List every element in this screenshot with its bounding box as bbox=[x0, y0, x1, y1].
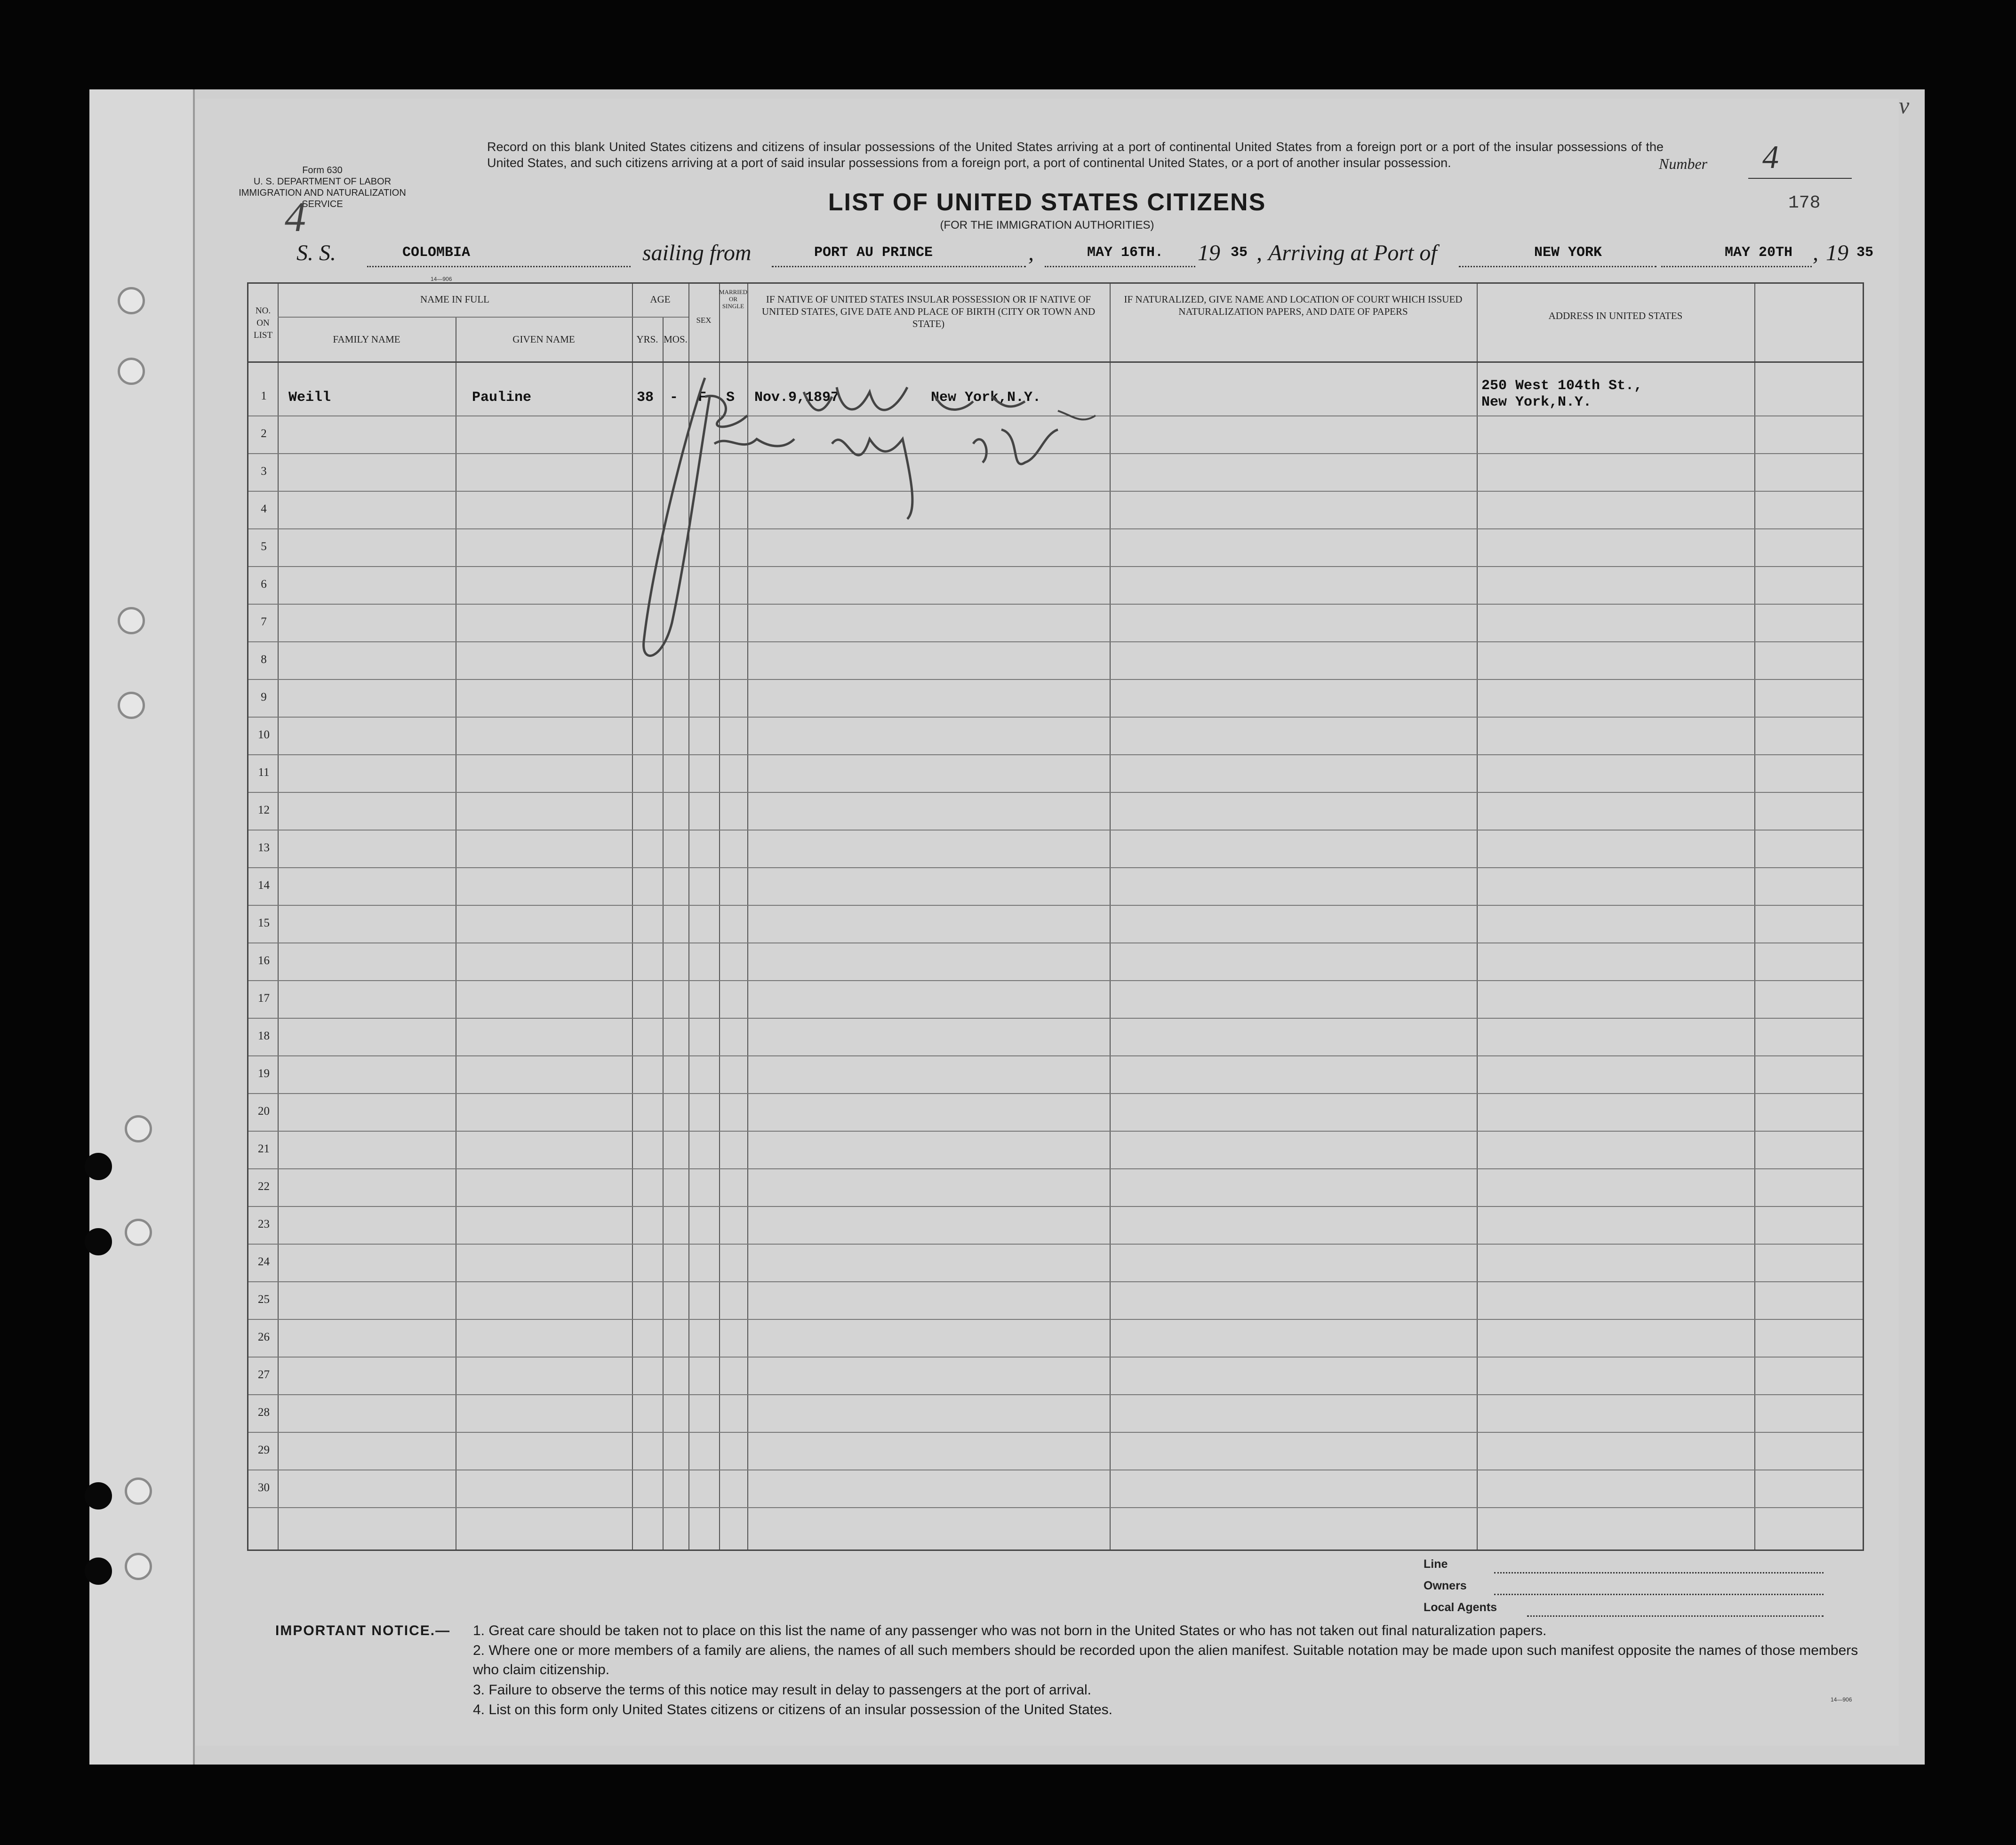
row-line bbox=[248, 792, 1863, 793]
form-code-bottom: 14—906 bbox=[1831, 1696, 1852, 1703]
row-number: 24 bbox=[258, 1255, 270, 1268]
footer-fields bbox=[1424, 1557, 1824, 1622]
row-number: 1 bbox=[261, 390, 267, 402]
sailing-label: sailing from bbox=[642, 240, 752, 265]
row-number: 21 bbox=[258, 1142, 270, 1155]
row-number: 10 bbox=[258, 728, 270, 741]
arrival-year: 35 bbox=[1856, 245, 1874, 261]
row-number: 7 bbox=[261, 615, 267, 628]
entry-age-mos: - bbox=[670, 390, 679, 406]
row-number: 15 bbox=[258, 917, 270, 929]
punch-hole bbox=[85, 1482, 112, 1510]
arriving-label: Arriving at Port of bbox=[1268, 240, 1437, 265]
handwritten-signature bbox=[634, 359, 1152, 688]
entry-given-name: Pauline bbox=[472, 390, 532, 406]
manifest-sheet bbox=[195, 92, 1910, 1746]
notice-item-1: 1. Great care should be taken not to place on this list the name of any passenger who was not born in the United States or who has not taken out final naturalization papers. bbox=[473, 1623, 1547, 1638]
row-line bbox=[248, 754, 1863, 755]
row-number: 12 bbox=[258, 804, 270, 816]
header-name-in-full: NAME IN FULL bbox=[420, 294, 489, 305]
number-label: Number bbox=[1659, 155, 1708, 172]
notice-item-2: 2. Where one or more members of a family are aliens, the names of all such members should be recorded upon the alien manifest. Suitable notation may be made upon such manifest opposite the names of those members who claim citizenship. bbox=[473, 1643, 1858, 1677]
entry-address-line2: New York,N.Y. bbox=[1481, 394, 1592, 410]
row-line bbox=[248, 1432, 1863, 1433]
arrival-date-dotline bbox=[1661, 266, 1812, 267]
row-number: 13 bbox=[258, 841, 270, 854]
departure-year: 35 bbox=[1231, 245, 1248, 261]
column-divider bbox=[1477, 284, 1478, 1549]
column-divider bbox=[278, 284, 279, 1549]
header-no-on-list: NO. ON LIST bbox=[253, 306, 273, 340]
entry-family-name: Weill bbox=[288, 390, 331, 406]
punch-hole bbox=[125, 1478, 152, 1505]
header-married-or-single: MARRIED OR SINGLE bbox=[719, 288, 747, 310]
row-line bbox=[248, 1357, 1863, 1358]
form-number: Form 630 bbox=[302, 165, 343, 176]
punch-hole bbox=[118, 692, 145, 719]
binding-strip bbox=[89, 89, 195, 1765]
row-number: 20 bbox=[258, 1105, 270, 1118]
row-number: 28 bbox=[258, 1406, 270, 1419]
number-underline bbox=[1748, 178, 1852, 179]
row-line bbox=[248, 1206, 1863, 1207]
row-number: 17 bbox=[258, 992, 270, 1005]
row-number: 26 bbox=[258, 1331, 270, 1343]
punch-hole bbox=[85, 1228, 112, 1255]
row-line bbox=[248, 1055, 1863, 1056]
row-number: 8 bbox=[261, 653, 267, 666]
row-line bbox=[248, 1018, 1863, 1019]
row-line bbox=[248, 1244, 1863, 1245]
row-number: 9 bbox=[261, 691, 267, 703]
line-field bbox=[1424, 1557, 1824, 1579]
form-code-top: 14—906 bbox=[431, 276, 452, 282]
agents-label: Local Agents bbox=[1424, 1601, 1497, 1614]
row-number: 5 bbox=[261, 540, 267, 553]
header-address: ADDRESS IN UNITED STATES bbox=[1548, 310, 1683, 321]
ship-name: COLOMBIA bbox=[402, 245, 471, 261]
row-line bbox=[248, 1394, 1863, 1395]
header-sex: SEX bbox=[696, 316, 712, 325]
header-family-name: FAMILY NAME bbox=[333, 334, 400, 345]
handwritten-number: 4 bbox=[285, 194, 306, 240]
header-mos: MOS. bbox=[664, 334, 688, 345]
form-id-block bbox=[238, 165, 407, 210]
page-number: 178 bbox=[1788, 193, 1821, 213]
punch-hole bbox=[125, 1115, 152, 1142]
corner-handmark: v bbox=[1899, 92, 1910, 119]
arrival-port-dotline bbox=[1459, 266, 1656, 267]
column-divider bbox=[1754, 284, 1755, 1549]
row-number: 19 bbox=[258, 1067, 270, 1080]
arrival-year-prefix: 19 bbox=[1826, 240, 1848, 265]
header-given-name: GIVEN NAME bbox=[512, 334, 575, 345]
punch-hole bbox=[125, 1553, 152, 1580]
entry-birth-place: New York,N.Y. bbox=[931, 390, 1041, 406]
service-name: IMMIGRATION AND NATURALIZATION SERVICE bbox=[239, 188, 406, 209]
header-subline bbox=[278, 317, 688, 318]
row-number: 25 bbox=[258, 1293, 270, 1306]
date-dotline bbox=[1045, 266, 1195, 267]
row-line bbox=[248, 1131, 1863, 1132]
notice-title: IMPORTANT NOTICE.— bbox=[275, 1623, 451, 1638]
document-title: LIST OF UNITED STATES CITIZENS bbox=[828, 189, 1266, 216]
row-line bbox=[248, 717, 1863, 718]
punch-hole bbox=[125, 1219, 152, 1246]
row-line bbox=[248, 942, 1863, 943]
list-number bbox=[1659, 139, 1856, 184]
row-line bbox=[248, 980, 1863, 981]
row-line bbox=[248, 1168, 1863, 1169]
row-number: 27 bbox=[258, 1368, 270, 1381]
voyage-line: S. S. COLOMBIA sailing from PORT AU PRINCE , MAY 16TH. 19 35 , Arriving at Port of NEW YORK MAY 20TH , 19 35 bbox=[296, 240, 1878, 273]
line-label: Line bbox=[1424, 1557, 1448, 1571]
header-yrs: YRS. bbox=[636, 334, 658, 345]
row-line bbox=[248, 1319, 1863, 1320]
row-number: 2 bbox=[261, 427, 267, 440]
notice-item-3: 3. Failure to observe the terms of this notice may result in delay to passengers at the port of arrival. bbox=[473, 1682, 1091, 1698]
row-number: 22 bbox=[258, 1180, 270, 1193]
owners-field bbox=[1424, 1579, 1824, 1601]
document-subtitle: (FOR THE IMMIGRATION AUTHORITIES) bbox=[940, 219, 1154, 232]
port-dotline bbox=[772, 266, 1026, 267]
notice-item-4: 4. List on this form only United States citizens or citizens of an insular possession of the United States. bbox=[473, 1702, 1113, 1717]
header-age: AGE bbox=[650, 294, 671, 305]
row-number: 3 bbox=[261, 465, 267, 478]
arrival-port: NEW YORK bbox=[1534, 245, 1602, 261]
department-name: U. S. DEPARTMENT OF LABOR bbox=[253, 176, 392, 187]
number-value: 4 bbox=[1762, 139, 1779, 176]
row-number: 11 bbox=[258, 766, 270, 779]
owners-label: Owners bbox=[1424, 1579, 1467, 1592]
form-instruction: Record on this blank United States citizens and citizens of insular possessions of the United States arriving at a port of continental United States from a foreign port or a port of the insular possessions of the United States, and such citizens arriving at a port of said insular possessions from a foreign port, a port of continental United States, or a port of another insular possession. bbox=[487, 140, 1664, 170]
row-line bbox=[248, 830, 1863, 831]
passenger-table bbox=[247, 282, 1864, 1551]
punch-hole bbox=[118, 358, 145, 385]
row-number: 14 bbox=[258, 879, 270, 892]
punch-hole bbox=[118, 607, 145, 634]
row-number: 6 bbox=[261, 578, 267, 591]
row-line bbox=[248, 905, 1863, 906]
row-line bbox=[248, 1093, 1863, 1094]
ship-dotline bbox=[367, 266, 631, 267]
departure-year-prefix: 19 bbox=[1198, 240, 1220, 265]
agents-field bbox=[1424, 1601, 1824, 1622]
entry-birth-date: Nov.9,1897 bbox=[754, 390, 840, 406]
row-number: 23 bbox=[258, 1218, 270, 1230]
row-number: 16 bbox=[258, 954, 270, 967]
column-divider bbox=[632, 284, 633, 1549]
entry-address-line1: 250 West 104th St., bbox=[1481, 378, 1643, 394]
entry-age-yrs: 38 bbox=[637, 390, 654, 406]
departure-port: PORT AU PRINCE bbox=[814, 245, 933, 261]
ss-label: S. S. bbox=[296, 240, 336, 265]
row-line bbox=[248, 867, 1863, 868]
entry-marital: S bbox=[726, 390, 735, 406]
row-line bbox=[248, 1507, 1863, 1508]
header-birth: IF NATIVE OF UNITED STATES INSULAR POSSESSION OR IF NATIVE OF UNITED STATES, GIVE DATE AND PLACE OF BIRTH (CITY OR TOWN AND STATE) bbox=[761, 294, 1096, 329]
departure-date: MAY 16TH. bbox=[1087, 245, 1164, 261]
punch-hole bbox=[85, 1557, 112, 1585]
entry-sex: F bbox=[698, 390, 707, 406]
row-number: 4 bbox=[261, 503, 267, 515]
row-number: 18 bbox=[258, 1030, 270, 1042]
punch-hole bbox=[85, 1153, 112, 1180]
header-naturalized: IF NATURALIZED, GIVE NAME AND LOCATION OF COURT WHICH ISSUED NATURALIZATION PAPERS, AND DATE OF PAPERS bbox=[1124, 294, 1463, 317]
row-number: 30 bbox=[258, 1481, 270, 1494]
arrival-date: MAY 20TH bbox=[1725, 245, 1793, 261]
punch-hole bbox=[118, 287, 145, 314]
row-line bbox=[248, 1281, 1863, 1282]
row-number: 29 bbox=[258, 1444, 270, 1456]
